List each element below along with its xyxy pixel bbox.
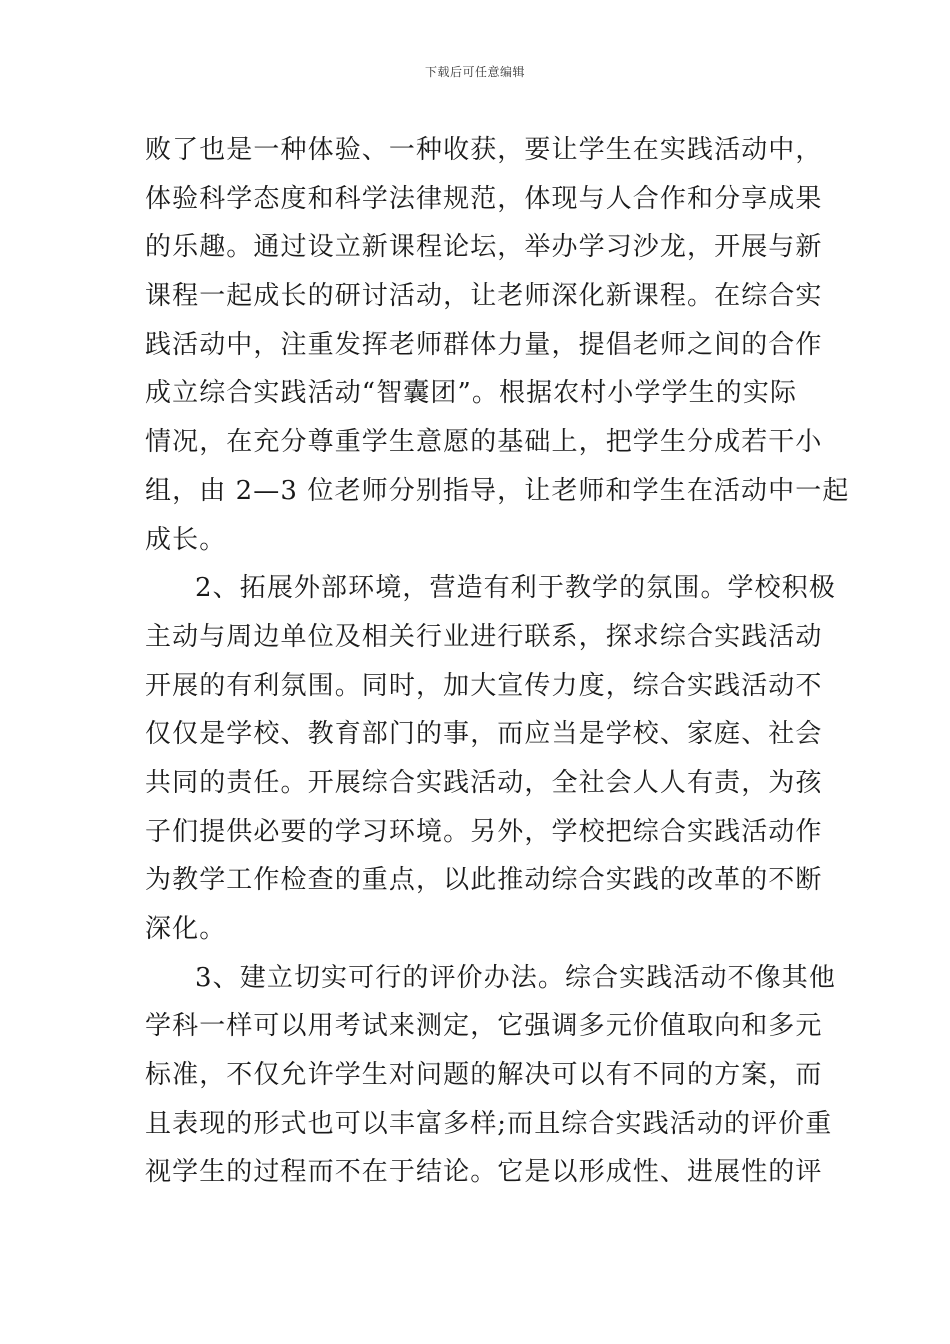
text-line: 子们提供必要的学习环境。另外，学校把综合实践活动作: [145, 816, 823, 847]
text-line: 视学生的过程而不在于结论。它是以形成性、进展性的评: [145, 1157, 823, 1188]
text-line: 情况，在充分尊重学生意愿的基础上，把学生分成若干小: [145, 427, 823, 458]
text-line: 仅仅是学校、教育部门的事，而应当是学校、家庭、社会: [145, 719, 823, 750]
paragraph-start-line: 3、建立切实可行的评价办法。综合实践活动不像其他: [195, 962, 836, 993]
text-line: 体验科学态度和科学法律规范，体现与人合作和分享成果: [145, 183, 823, 214]
paragraph-start-line: 2、拓展外部环境，营造有利于教学的氛围。学校积极: [195, 573, 836, 604]
text-line: 深化。: [145, 914, 227, 944]
document-body: [145, 126, 850, 1197]
text-line: 学科一样可以用考试来测定，它强调多元价值取向和多元: [145, 1011, 823, 1042]
text-line: 主动与周边单位及相关行业进行联系，探求综合实践活动: [145, 621, 823, 652]
text-line: 标准，不仅允许学生对问题的解决可以有不同的方案，而: [145, 1060, 823, 1091]
text-line: 且表现的形式也可以丰富多样;而且综合实践活动的评价重: [145, 1108, 833, 1139]
text-line: 成长。: [145, 524, 227, 555]
text-line: 践活动中，注重发挥老师群体力量，提倡老师之间的合作: [145, 329, 823, 360]
text-line: 开展的有利氛围。同时，加大宣传力度，综合实践活动不: [145, 670, 823, 701]
text-line: 为教学工作检查的重点，以此推动综合实践的改革的不断: [145, 865, 823, 896]
text-line: 的乐趣。通过设立新课程论坛，举办学习沙龙，开展与新: [145, 232, 823, 263]
page-header: 下载后可任意编辑: [424, 65, 525, 79]
text-line: 成立综合实践活动“智囊团”。根据农村小学学生的实际: [145, 378, 798, 409]
text-line: 共同的责任。开展综合实践活动，全社会人人有责，为孩: [145, 767, 823, 798]
text-line: 组，由 2—3 位老师分别指导，让老师和学生在活动中一起: [145, 475, 850, 506]
text-line: 败了也是一种体验、一种收获，要让学生在实践活动中，: [145, 135, 823, 165]
text-line: 课程一起成长的研讨活动，让老师深化新课程。在综合实: [145, 281, 823, 312]
